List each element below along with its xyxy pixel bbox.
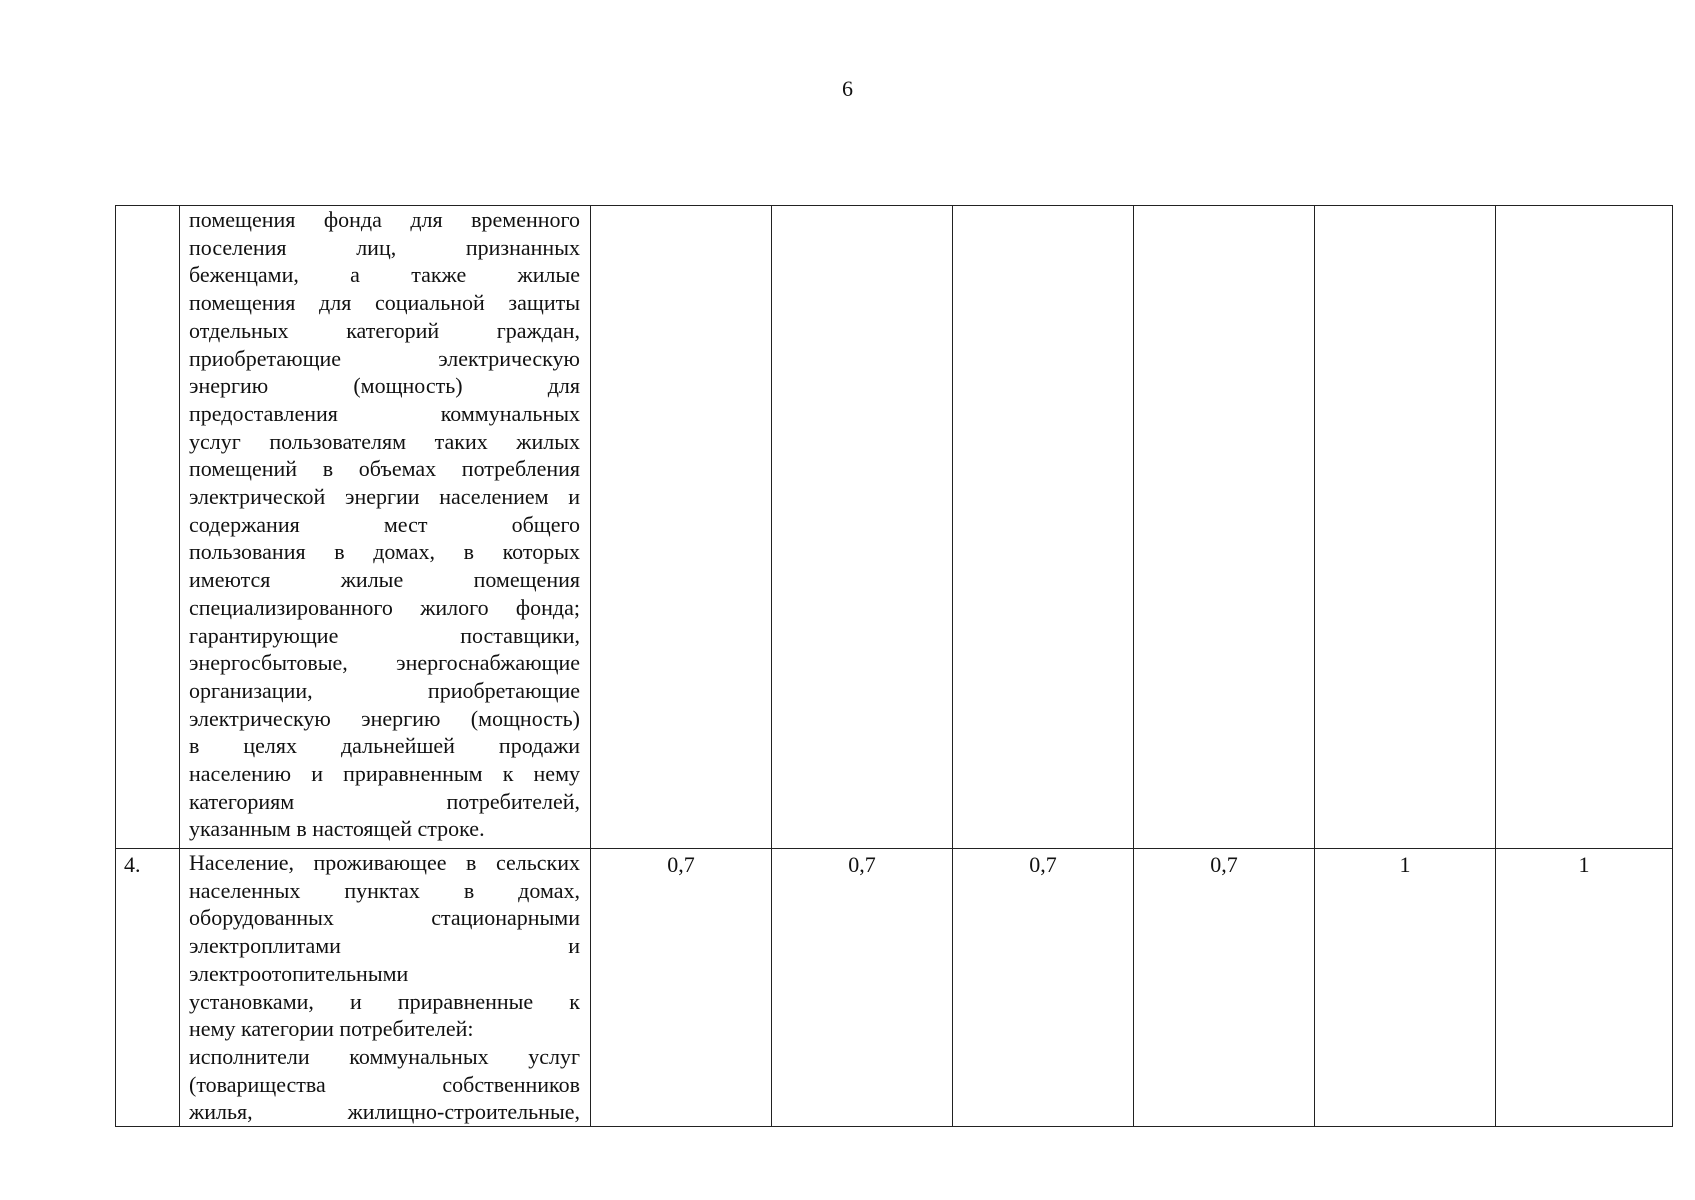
category-text-line: предоставления коммунальных (189, 400, 580, 426)
category-text-line: населенных пунктах в домах, (189, 877, 580, 903)
coefficient-cell (1496, 206, 1673, 849)
category-text-line: Население, проживающее в сельских (189, 850, 580, 875)
table-row (116, 206, 1673, 849)
category-text-line: помещений в объемах потребления (189, 456, 580, 482)
category-text-line: электроплитами и (189, 933, 580, 959)
category-text-line: указанным в настоящей строке. (189, 816, 485, 842)
coefficient-cell: 0,7 (953, 849, 1134, 1127)
category-text-line: электрической энергии населением и (189, 484, 580, 510)
category-text-line: жилья, жилищно-строительные, (189, 1099, 580, 1125)
table-row (116, 849, 1673, 1127)
consumer-category-cell (180, 206, 591, 849)
row-number-cell (116, 206, 180, 849)
tariff-table (115, 205, 1673, 1127)
coefficient-cell: 1 (1496, 849, 1673, 1127)
category-text-line: категориям потребителей, (189, 788, 580, 814)
coefficient-cell: 0,7 (591, 849, 772, 1127)
category-text-line: приобретающие электрическую (189, 345, 580, 371)
category-text-line: в целях дальнейшей продажи (189, 733, 580, 759)
coefficient-cell (1315, 206, 1496, 849)
coefficient-cell (772, 206, 953, 849)
category-text-line: помещения для социальной защиты (189, 290, 580, 316)
category-text-line: нему категории потребителей: (189, 1016, 474, 1042)
category-text-line: (товарищества собственников (189, 1071, 580, 1097)
category-text-line: помещения фонда для временного (189, 207, 580, 232)
page-number: 6 (842, 76, 853, 101)
consumer-category-cell (180, 849, 591, 1127)
coefficient-cell: 0,7 (772, 849, 953, 1127)
category-text-line: поселения лиц, признанных (189, 234, 580, 260)
coefficient-cell: 1 (1315, 849, 1496, 1127)
coefficient-cell: 0,7 (1134, 849, 1315, 1127)
category-text-line: специализированного жилого фонда; (189, 594, 580, 620)
category-text-line: организации, приобретающие (189, 677, 580, 703)
table-body (116, 206, 1673, 1127)
row-number-cell: 4. (116, 849, 180, 1127)
category-text-line: беженцами, а также жилые (189, 262, 580, 288)
category-text-line: населению и приравненным к нему (189, 761, 580, 787)
category-text-line: гарантирующие поставщики, (189, 622, 580, 648)
category-text-line: энергию (мощность) для (189, 373, 580, 399)
category-text-line: пользования в домах, в которых (189, 539, 580, 565)
category-text-line: услуг пользователям таких жилых (189, 428, 580, 454)
category-text-line: исполнители коммунальных услуг (189, 1043, 580, 1069)
category-text-line: имеются жилые помещения (189, 567, 580, 593)
category-text-line: установками, и приравненные к (189, 988, 580, 1014)
category-text-line: оборудованных стационарными (189, 905, 580, 931)
coefficient-cell (1134, 206, 1315, 849)
category-text-line: энергосбытовые, энергоснабжающие (189, 650, 580, 676)
category-text-line: электроотопительными (189, 960, 409, 986)
coefficient-cell (591, 206, 772, 849)
category-text-line: содержания мест общего (189, 511, 580, 537)
coefficient-cell (953, 206, 1134, 849)
category-text-line: электрическую энергию (мощность) (189, 705, 580, 731)
category-text-line: отдельных категорий граждан, (189, 317, 580, 343)
